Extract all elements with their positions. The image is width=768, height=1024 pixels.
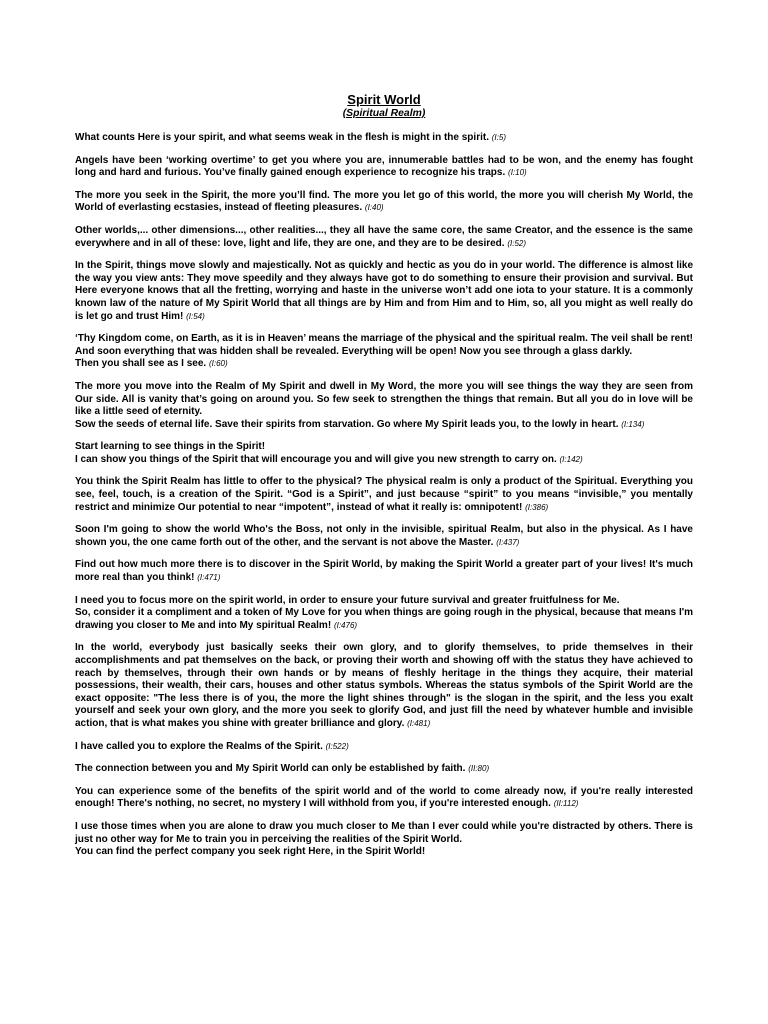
quote-paragraph [75,821,693,859]
quote-paragraph [75,559,693,584]
quote-text: You can experience some of the benefits of the spirit world and of the world to come already now, if you're really interested enough! There's nothing, no secret, no mystery I will withhold from you, if you're interested enough. [75,785,693,810]
quote-paragraph [75,333,693,371]
quote-reference: (II:112) [553,799,579,809]
page-title: Spirit World [347,92,421,107]
quote-reference: (I:5) [491,133,506,142]
quote-text: I can show you things of the Spirit that will encourage you and will give you new strength to carry on. [75,453,557,465]
quote-text: Angels have been ‘working overtime’ to get you where you are, innumerable battles had to be won, and the enemy has fought long and hard and furious. You’ve finally gained enough experience to recognize his traps. [75,154,693,179]
quote-reference: (I:476) [333,620,358,630]
quote-paragraph [75,381,693,431]
quote-paragraph [75,155,693,180]
quote-text: I need you to focus more on the spirit world, in order to ensure your future survival and greater fruitfulness for Me. [75,594,620,606]
quote-reference: (I:10) [508,168,527,178]
quote-reference: (I:142) [559,454,583,464]
quote-paragraph [75,476,693,514]
quote-reference: (I:471) [197,573,221,583]
quote-paragraph [75,524,693,549]
quote-paragraph [75,741,693,754]
quote-reference: (I:60) [208,359,228,369]
quote-reference: (I:52) [507,238,527,248]
quote-text: ‘Thy Kingdom come, on Earth, as it is in Heaven’ means the marriage of the physical and the spiritual realm. The veil shall be rent! And soon everything that was hidden shall be revealed. Everything will be open! Now you see through a glass darkly. [75,333,693,357]
quote-paragraph [75,642,693,730]
quote-reference: (I:386) [525,502,549,512]
quote-paragraph [75,225,693,250]
quote-paragraph [75,786,693,811]
quote-text: The more you move into the Realm of My Spirit and dwell in My Word, the more you will see things the way they are seen from Our side. All is vanity that’s going on around you. So few seek to strengthen the things that remain. But all you do in love will be like a little seed of eternity. [75,380,693,418]
quote-paragraph [75,441,693,466]
quote-text: Find out how much more there is to discover in the Spirit World, by making the Spirit World a greater part of your lives! It's much more real than you think! [75,559,693,584]
quote-text: You think the Spirit Realm has little to offer to the physical? The physical realm is only a product of the Spiritual. Everything you see, feel, touch, is a creation of the Spirit. “God is a Spirit”, and just because “spirit” to you means “invisible,” you mentally restrict and minimize Our potential to near “impotent”, instead of what it really is: omnipotent! [75,476,693,513]
quote-reference: (I:54) [186,311,205,321]
quote-text: Other worlds,... other dimensions..., other realities..., they all have the same core, the same Creator, and the essence is the same everywhere and in all of these: love, light and life, they are one, and they are to be desired. [75,224,693,249]
quote-text: Start learning to see things in the Spirit! [75,441,266,453]
quote-reference: (I:134) [621,419,645,429]
page-subtitle: (Spiritual Realm) [342,108,426,119]
quote-reference: (I:437) [496,537,520,547]
quote-reference: (I:481) [407,718,431,728]
quote-text: In the Spirit, things move slowly and majestically. Not as quickly and hectic as you do in your world. The difference is almost like the way you view ants: They move speedily and they always have got to do something to ensure their provision and survival. But Here everyone knows that all the fretting, worrying and haste in the universe won’t add one iota to your stature. It is a commonly known law of the nature of My Spirit World that all things are by Him and from Him and to Him, so, all you might as well really do is let go and trust Him! [75,260,693,322]
quote-text: Then you shall see as I see. [75,358,207,370]
quote-text: I use those times when you are alone to draw you much closer to Me than I ever could while you're distracted by others. There is just no other way for Me to train you in perceiving the realities of the Spirit World. [75,820,693,845]
quote-paragraph [75,763,693,776]
quote-paragraph [75,595,693,633]
quote-text: The connection between you and My Spirit World can only be established by faith. [75,763,466,775]
quote-text: I have called you to explore the Realms of the Spirit. [75,740,323,752]
quote-reference: (I:40) [364,203,384,213]
quote-paragraph [75,190,693,215]
quote-reference: (II:80) [468,764,490,774]
quote-text: Sow the seeds of eternal life. Save their spirits from starvation. Go where My Spirit leads you, to the lowly in heart. [75,418,619,430]
document-body [75,132,693,869]
quote-reference: (I:522) [325,741,349,751]
quote-text: What counts Here is your spirit, and what seems weak in the flesh is might in the spirit. [75,132,489,143]
quote-paragraph [75,260,693,323]
quote-text: The more you seek in the Spirit, the more you’ll find. The more you let go of this world, the more you will cherish My World, the World of everlasting ecstasies, instead of fleeting pleasures. [75,189,693,214]
quote-text: So, consider it a compliment and a token of My Love for you when things are going rough in the physical, because that means I'm drawing you closer to Me and into My spiritual Realm! [75,607,693,631]
quote-text: Soon I'm going to show the world Who's the Boss, not only in the invisible, spiritual Realm, but also in the physical. As I have shown you, the one came forth out of the other, and the servant is not above the Master. [75,524,693,548]
quote-text: You can find the perfect company you seek right Here, in the Spirit World! [75,846,426,858]
quote-text: In the world, everybody just basically seeks their own glory, and to glorify themselves, to pride themselves in their accomplishments and pat themselves on the back, or proving their worth and showing off with the status they have achieved to reach by themselves, through their own hands or by means of fleshly heritage in the things they acquire, their material possessions, their wealth, their cars, houses and other status symbols. Whereas the status symbols of the Spirit World are the exact opposite: "The less there is of you, the more the light shines through" is the slogan in the spirit, and the less you exalt yourself and seek your own glory, and the more you seek to glorify God, and just fill the need by whatever humble and invisible action, that is what makes you shine with greater brilliance and glory. [75,642,693,729]
quote-paragraph [75,132,693,145]
